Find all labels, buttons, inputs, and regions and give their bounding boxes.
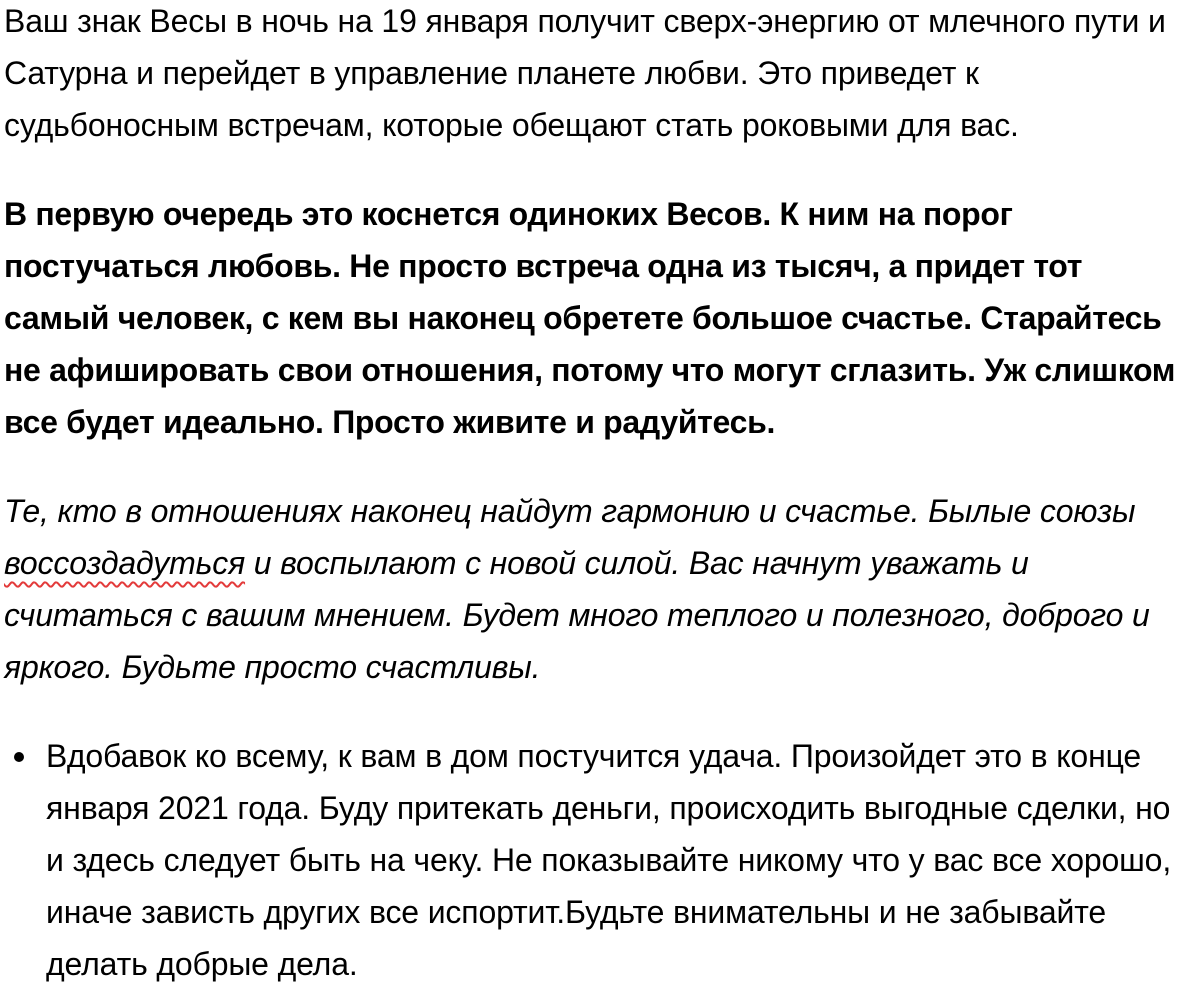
bold-paragraph: В первую очередь это коснется одиноких Весов. К ним на порог постучаться любовь. Не просто встреча одна из тысяч, а придет тот самый человек, с кем вы наконец обретете большое счастье. Старайтесь не афишировать свои отношения, потому что могут сглазить. Уж слишком все будет идеально. Просто живите и радуйтесь. [4,196,1176,440]
misspelled-word[interactable]: воссоздадуться [4,545,246,581]
italic-paragraph [4,485,1194,693]
intro-paragraph: Ваш знак Весы в ночь на 19 января получит сверх-энергию от млечного пути и Сатурна и перейдет в управление планете любви. Это приведет к судьбоносным встречам, которые обещают стать роковыми для вас. [4,3,1166,143]
bullet-icon [14,752,24,762]
list-item [46,730,1194,990]
bullet-list [4,730,1194,990]
italic-text-after: и воспылают с новой силой. Вас начнут уважать и считаться с вашим мнением. Будет много теплого и полезного, доброго и яркого. Будьте просто счастливы. [4,545,1150,685]
list-item-text: Вдобавок ко всему, к вам в дом постучится удача. Произойдет это в конце января 2021 года. Буду притекать деньги, происходить выгодные сделки, но и здесь следует быть на чеку. Не показывайте никому что у вас все хорошо, иначе зависть других все испортит.Будьте внимательны и не забывайте делать добрые дела. [46,738,1172,982]
italic-text-before: Те, кто в отношениях наконец найдут гармонию и счастье. Былые союзы [4,493,1136,529]
